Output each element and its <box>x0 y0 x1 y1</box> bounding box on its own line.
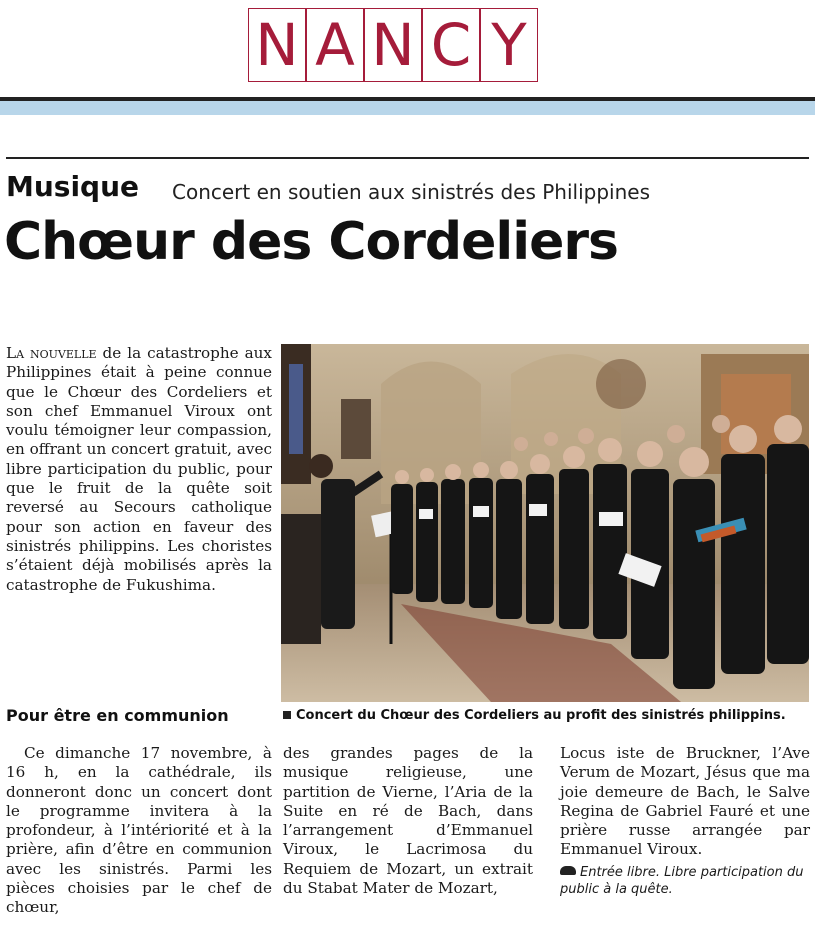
photo-caption-text: Concert du Chœur des Cordeliers au profit des sinistrés philippins. <box>296 708 786 723</box>
practical-info <box>560 864 810 898</box>
phone-icon <box>560 866 576 875</box>
caption-bullet-icon <box>283 711 291 719</box>
article-column-1: Ce dimanche 17 novembre, à 16 h, en la cathédrale, ils donneront donc un concert dont le programme invitera à la profondeur, à l’intériorité et à la prière, afin d’être en communion avec les sinistrés. Parmi les pièces choisies par le chef de chœur, <box>6 744 272 917</box>
masthead-letter: A <box>306 8 364 82</box>
concert-photo <box>281 344 809 702</box>
masthead-band <box>0 101 815 115</box>
article-rubric: Musique <box>6 170 140 203</box>
masthead-letter: N <box>364 8 422 82</box>
masthead-letter: Y <box>480 8 538 82</box>
newspaper-masthead <box>248 8 538 82</box>
masthead-letter: C <box>422 8 480 82</box>
masthead-letter: N <box>248 8 306 82</box>
column-3-text: Locus iste de Bruckner, l’Ave Verum de Mozart, Jésus que ma joie demeure de Bach, le Salve Regina de Gabriel Fauré et une prière russe arrangée par Emmanuel Viroux. <box>560 744 810 859</box>
photo-caption <box>283 708 786 723</box>
article-top-rule <box>6 157 809 159</box>
article-subhead: Pour être en communion <box>6 706 229 725</box>
lead-small-caps: La nouvelle <box>6 344 97 362</box>
article-lead <box>6 344 272 595</box>
lead-text: de la catastrophe aux Philippines était à peine connue que le Chœur des Cordeliers et son chef Emmanuel Viroux ont voulu témoigner leur compassion, en offrant un concert gratuit, avec libre participation du public, pour que le fruit de la quête soit reversé au Secours catholique pour son action en faveur des sinistrés philippins. Les choristes s’étaient déjà mobilisés après la catastrophe de Fukushima. <box>6 344 272 594</box>
choir-photo-illustration <box>281 344 809 702</box>
practical-info-text: Entrée libre. Libre participation du public à la quête. <box>560 864 804 897</box>
article-kicker: Concert en soutien aux sinistrés des Philippines <box>172 180 650 204</box>
article-headline: Chœur des Cordeliers <box>4 212 618 272</box>
article-column-3 <box>560 744 810 898</box>
article-column-2: des grandes pages de la musique religieuse, une partition de Vierne, l’Aria de la Suite en ré de Bach, dans l’arrangement d’Emmanuel Viroux, le Lacrimosa du Requiem de Mozart, un extrait du Stabat Mater de Mozart, <box>283 744 533 898</box>
